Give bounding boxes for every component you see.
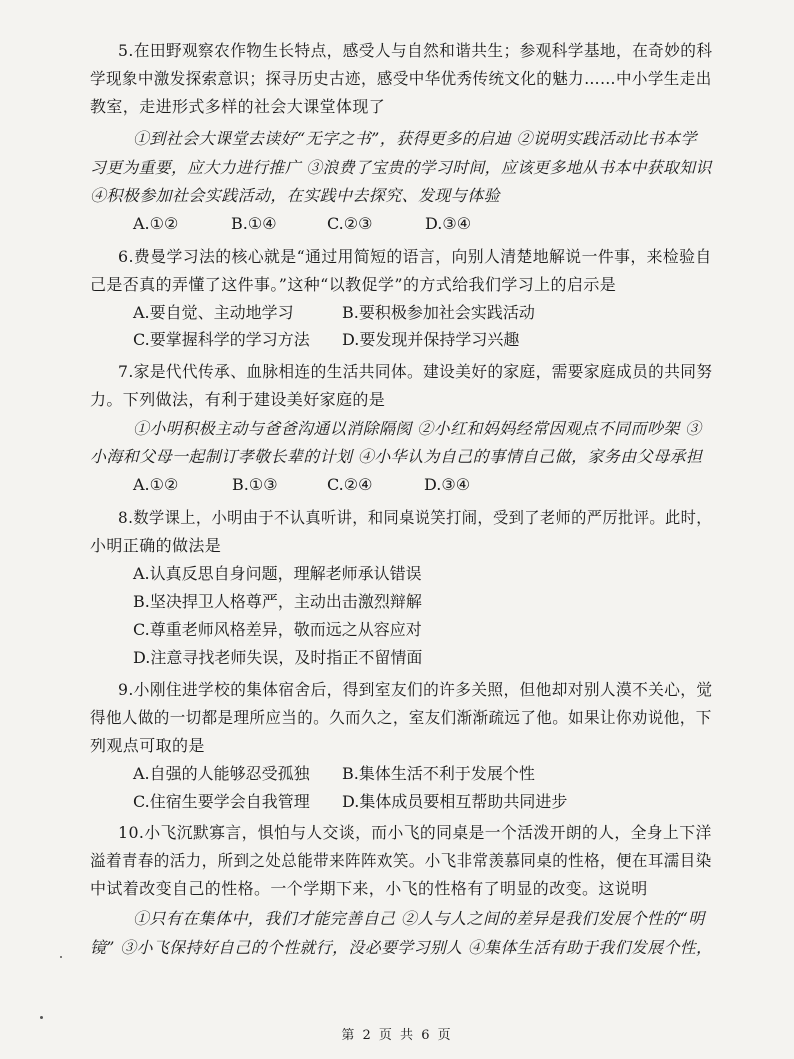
q7-stem-line-1: 7.家是代代传承、血脉相连的生活共同体。建设美好的家庭，需要家庭成员的共同努 (118, 362, 713, 381)
q8-option-b: B.坚决捍卫人格尊严，主动出击激烈辩解 (133, 592, 422, 611)
q10-statement-line-1: ①只有在集体中，我们才能完善自己 ②人与人之间的差异是我们发展个性的“明 (133, 909, 705, 928)
q7-option-b: B.①③ (232, 475, 278, 494)
q9-stem-line-1: 9.小刚住进学校的集体宿舍后，得到室友们的许多关照，但他却对别人漠不关心，觉 (118, 680, 713, 699)
q7-statement-line-1: ①小明积极主动与爸爸沟通以消除隔阂 ②小红和妈妈经常因观点不同而吵架 ③ (133, 419, 702, 438)
q8-stem-line-2: 小明正确的做法是 (90, 536, 222, 555)
q6-stem-line-2: 己是否真的弄懂了这件事。”这种“以教促学”的方式给我们学习上的启示是 (90, 275, 617, 294)
q5-option-b: B.①④ (231, 214, 277, 233)
q7-statement-line-2: 小海和父母一起制订孝敬长辈的计划 ④小华认为自己的事情自己做，家务由父母承担 (90, 447, 703, 466)
q9-option-b: B.集体生活不利于发展个性 (342, 764, 535, 783)
q10-stem-line-1: 10.小飞沉默寡言，惧怕与人交谈，而小飞的同桌是一个活泼开朗的人，全身上下洋 (118, 823, 712, 842)
q5-stem-line-2: 学现象中激发探索意识；探寻历史古迹，感受中华优秀传统文化的魅力……中小学生走出 (90, 69, 712, 88)
q5-stem-line-1: 5.在田野观察农作物生长特点，感受人与自然和谐共生；参观科学基地，在奇妙的科 (118, 41, 713, 60)
q5-option-a: A.①② (133, 214, 179, 233)
q8-option-c: C.尊重老师风格差异，敬而远之从容应对 (133, 620, 422, 639)
q9-option-a: A.自强的人能够忍受孤独 (133, 764, 310, 783)
q10-stem-line-2: 溢着青春的活力，所到之处总能带来阵阵欢笑。小飞非常羡慕同桌的性格，便在耳濡目染 (90, 851, 712, 870)
q9-stem-line-3: 列观点可取的是 (90, 736, 205, 755)
scan-speck (40, 1016, 43, 1019)
q9-option-d: D.集体成员要相互帮助共同进步 (342, 792, 568, 811)
q7-stem-line-2: 力。下列做法，有利于建设美好家庭的是 (90, 390, 386, 409)
q8-option-a: A.认真反思自身问题，理解老师承认错误 (133, 564, 422, 583)
q7-option-a: A.①② (133, 475, 179, 494)
q5-statement-line-3: ④积极参加社会实践活动，在实践中去探究、发现与体验 (90, 186, 501, 205)
q8-option-d: D.注意寻找老师失误，及时指正不留情面 (133, 648, 423, 667)
q8-stem-line-1: 8.数学课上，小明由于不认真听讲，和同桌说笑打闹，受到了老师的严厉批评。此时， (118, 508, 712, 527)
q5-option-d: D.③④ (425, 214, 472, 233)
q9-option-c: C.住宿生要学会自我管理 (133, 792, 310, 811)
q5-statement-line-1: ①到社会大课堂去读好“无字之书”，获得更多的启迪 ②说明实践活动比书本学 (133, 129, 697, 148)
q7-option-d: D.③④ (424, 475, 471, 494)
q9-stem-line-2: 得他人做的一切都是理所应当的。久而久之，室友们渐渐疏远了他。如果让你劝说他，下 (90, 708, 712, 727)
page-footer: 第 2 页 共 6 页 (341, 1028, 453, 1043)
q7-option-c: C.②④ (327, 475, 373, 494)
q5-statement-line-2: 习更为重要，应大力进行推广 ③浪费了宝贵的学习时间，应该更多地从书本中获取知识 (90, 158, 712, 177)
q6-stem-line-1: 6.费曼学习法的核心就是“通过用简短的语言，向别人清楚地解说一件事，来检验自 (118, 247, 712, 266)
q6-option-a: A.要自觉、主动地学习 (133, 303, 294, 322)
q6-option-c: C.要掌握科学的学习方法 (133, 330, 310, 349)
q10-statement-line-2: 镜” ③小飞保持好自己的个性就行，没必要学习别人 ④集体生活有助于我们发展个性， (90, 938, 713, 957)
scan-speck (60, 956, 62, 958)
q10-stem-line-3: 中试着改变自己的性格。一个学期下来，小飞的性格有了明显的改变。这说明 (90, 879, 648, 898)
q5-option-c: C.②③ (327, 214, 373, 233)
q6-option-b: B.要积极参加社会实践活动 (342, 303, 535, 322)
q5-stem-line-3: 教室，走进形式多样的社会大课堂体现了 (90, 97, 386, 116)
q6-option-d: D.要发现并保持学习兴趣 (342, 330, 520, 349)
